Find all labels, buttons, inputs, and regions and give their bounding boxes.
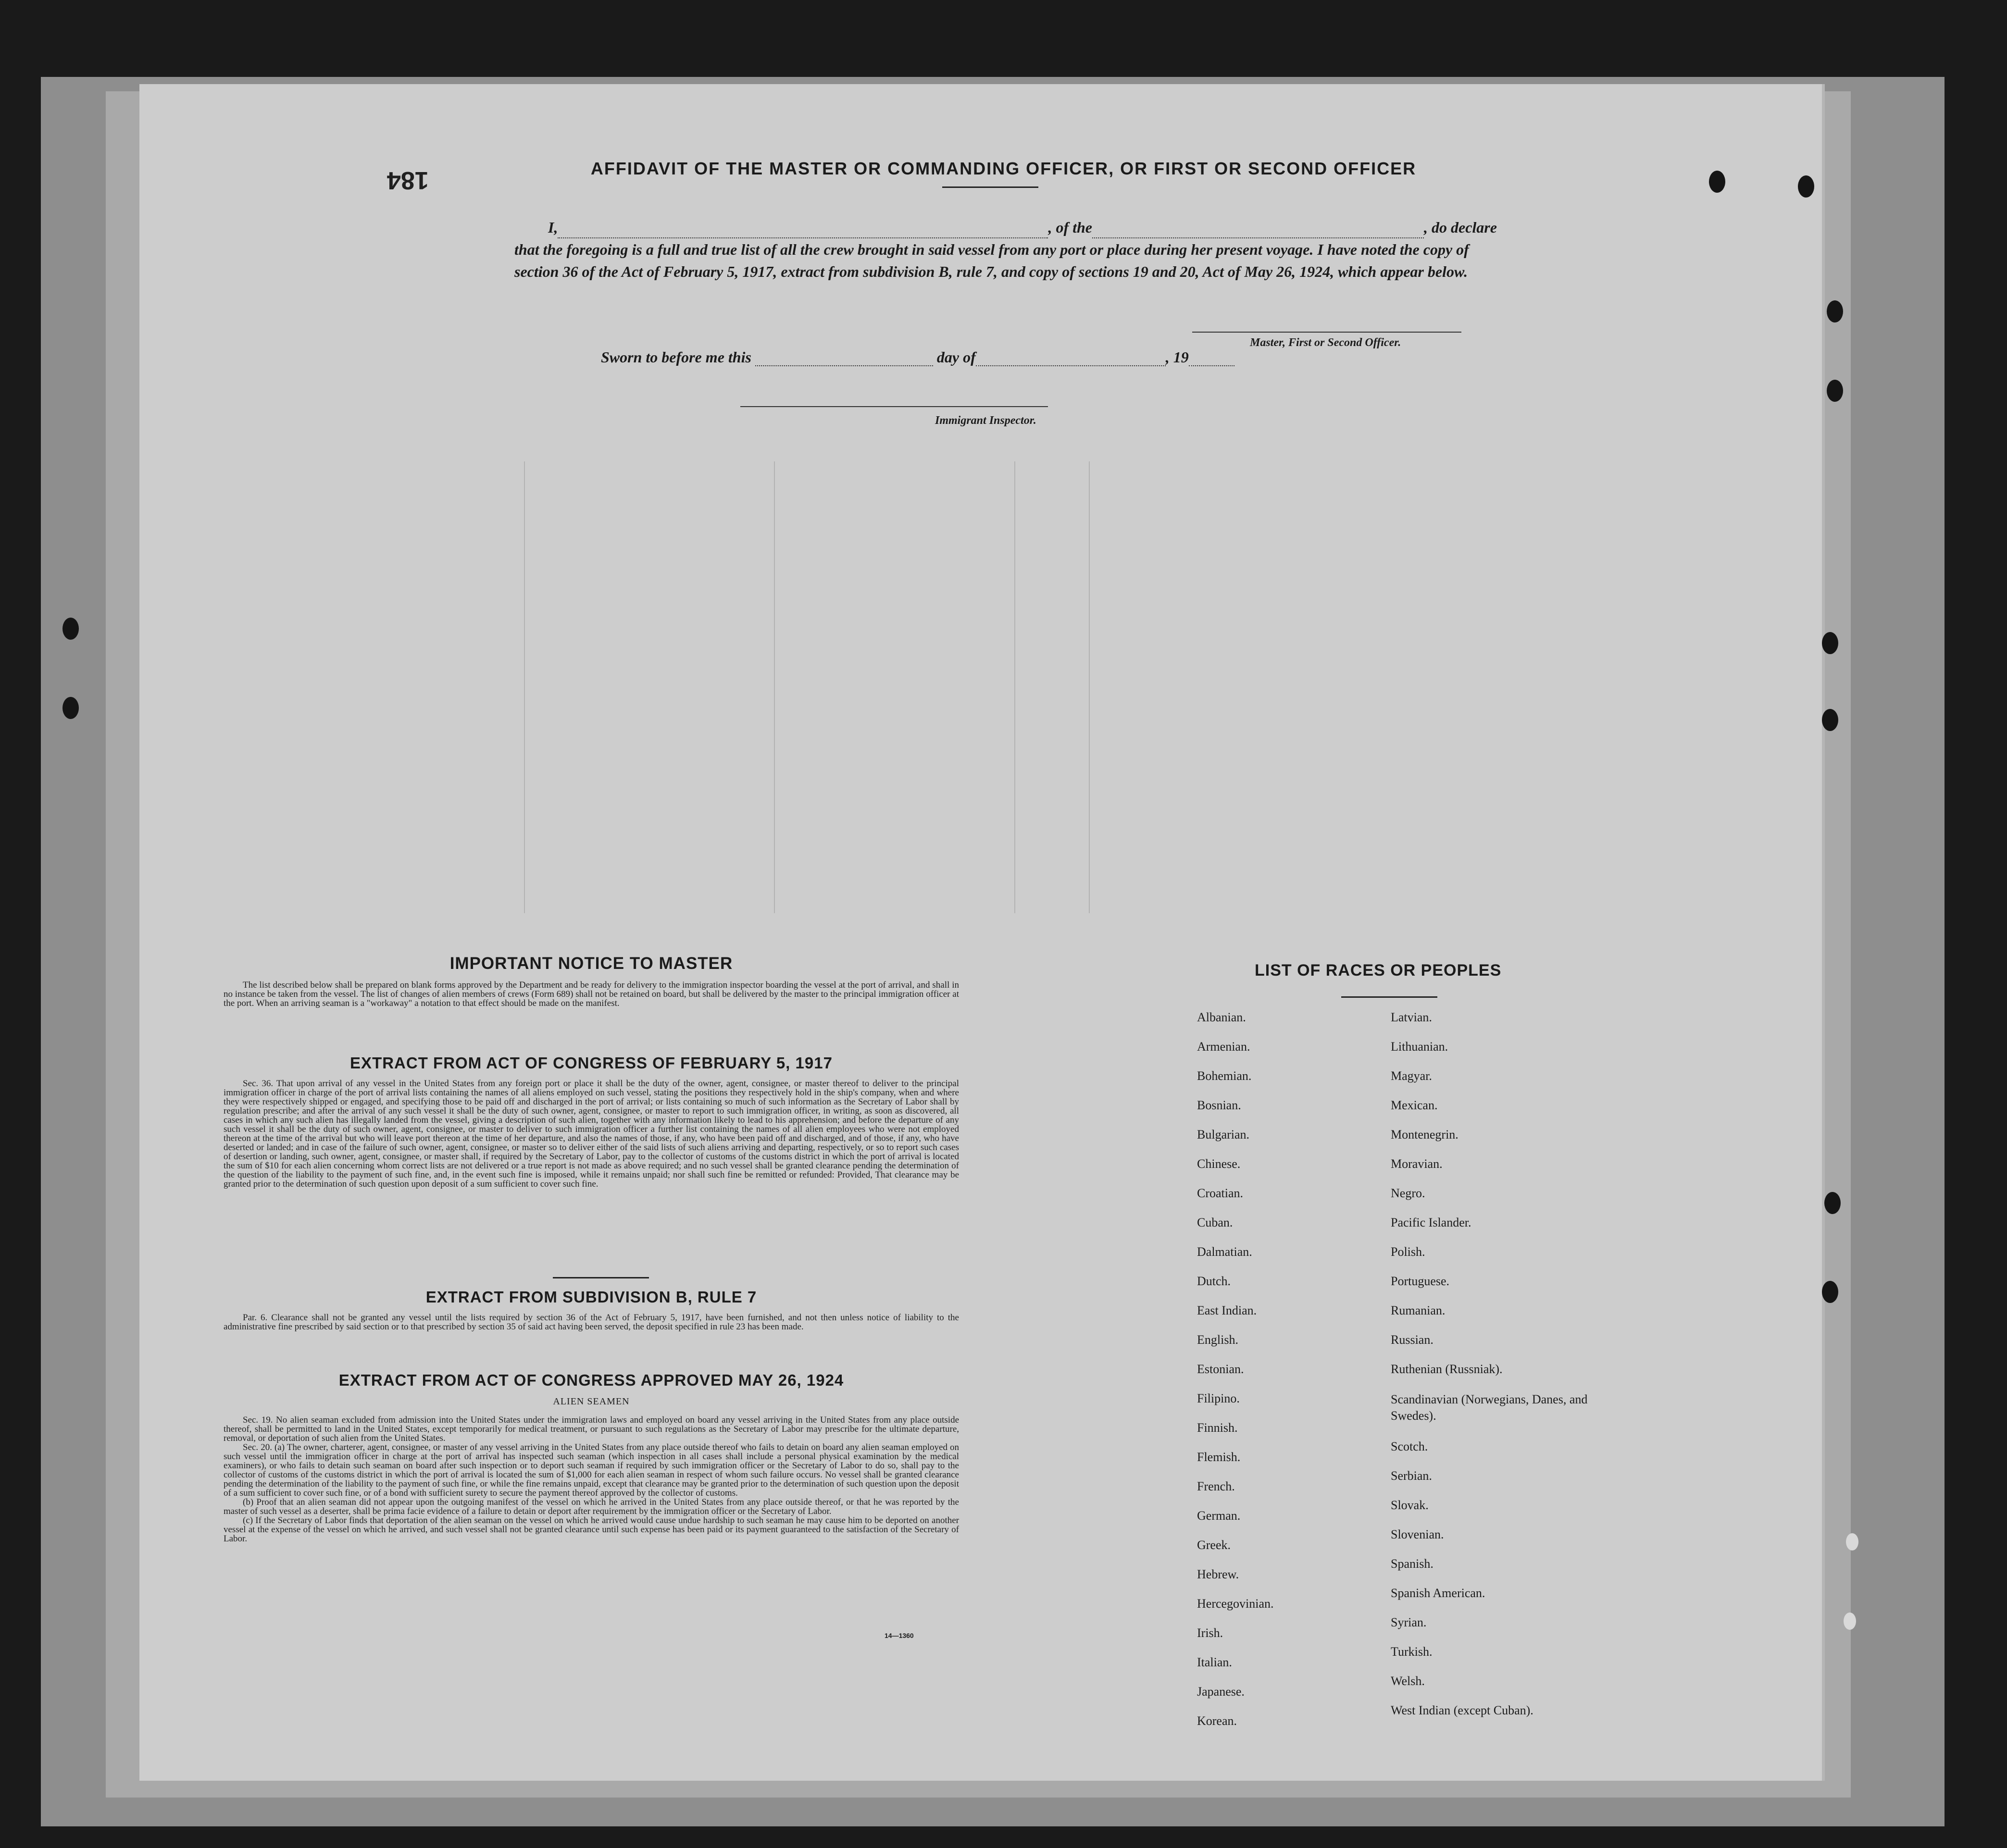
race-item: Montenegrin. bbox=[1391, 1128, 1459, 1141]
sworn-year-blank[interactable] bbox=[1189, 351, 1234, 366]
race-item: Albanian. bbox=[1197, 1010, 1246, 1024]
races-title-rule bbox=[1341, 996, 1437, 998]
race-item: English. bbox=[1197, 1333, 1238, 1347]
punch-hole bbox=[1822, 632, 1838, 654]
race-item: Japanese. bbox=[1197, 1685, 1245, 1699]
race-item: French. bbox=[1197, 1479, 1235, 1493]
punch-hole bbox=[1844, 1612, 1856, 1630]
affidavit-text bbox=[514, 216, 1505, 283]
races-left-column bbox=[1197, 1010, 1274, 1743]
inspector-signature-line[interactable] bbox=[740, 406, 1048, 407]
race-item: Estonian. bbox=[1197, 1362, 1244, 1376]
race-item: Korean. bbox=[1197, 1714, 1237, 1728]
punch-hole bbox=[62, 697, 79, 719]
affidavit-title: AFFIDAVIT OF THE MASTER OR COMMANDING OFFICER, OR FIRST OR SECOND OFFICER bbox=[590, 159, 1417, 178]
race-item: Armenian. bbox=[1197, 1040, 1250, 1054]
race-item: Greek. bbox=[1197, 1538, 1231, 1552]
race-item: Filipino. bbox=[1197, 1391, 1240, 1405]
race-item: West Indian (except Cuban). bbox=[1391, 1703, 1533, 1717]
race-item: Flemish. bbox=[1197, 1450, 1241, 1464]
race-item: Latvian. bbox=[1391, 1010, 1432, 1024]
race-item: Rumanian. bbox=[1391, 1303, 1446, 1317]
affidavit-declare: , do declare bbox=[1424, 219, 1497, 236]
punch-hole bbox=[1846, 1533, 1858, 1550]
race-item: Italian. bbox=[1197, 1655, 1232, 1669]
race-item: Slovenian. bbox=[1391, 1527, 1444, 1541]
race-item: Chinese. bbox=[1197, 1157, 1241, 1171]
race-item: Magyar. bbox=[1391, 1069, 1432, 1083]
sworn-line bbox=[601, 348, 1234, 366]
race-item: Slovak. bbox=[1391, 1498, 1429, 1512]
sworn-year-label: , 19 bbox=[1165, 348, 1189, 366]
race-item: Welsh. bbox=[1391, 1674, 1425, 1688]
race-item: Dutch. bbox=[1197, 1274, 1231, 1288]
race-item: Negro. bbox=[1391, 1186, 1425, 1200]
affidavit-i: I, bbox=[548, 219, 558, 236]
notice-title: IMPORTANT NOTICE TO MASTER bbox=[449, 954, 733, 973]
race-item: Portuguese. bbox=[1391, 1274, 1450, 1288]
race-item: Bosnian. bbox=[1197, 1098, 1241, 1112]
race-item: Croatian. bbox=[1197, 1186, 1244, 1200]
ghost-column-line bbox=[774, 461, 775, 913]
race-item: Scandinavian (Norwegians, Danes, and Swedes). bbox=[1391, 1392, 1588, 1423]
ghost-column-line bbox=[1014, 461, 1015, 913]
race-item: Russian. bbox=[1391, 1333, 1434, 1347]
race-item: Moravian. bbox=[1391, 1157, 1443, 1171]
race-item: Dalmatian. bbox=[1197, 1245, 1252, 1259]
race-item: Hebrew. bbox=[1197, 1567, 1239, 1581]
race-item: Mexican. bbox=[1391, 1098, 1438, 1112]
ghost-column-line bbox=[524, 461, 525, 913]
punch-hole bbox=[1822, 709, 1838, 731]
race-item: Bohemian. bbox=[1197, 1069, 1252, 1083]
affidavit-of-the: , of the bbox=[1048, 219, 1092, 236]
race-item: Finnish. bbox=[1197, 1421, 1238, 1435]
signature-label: Master, First or Second Officer. bbox=[1250, 336, 1401, 349]
extract-1917-title: EXTRACT FROM ACT OF CONGRESS OF FEBRUARY 5, 1917 bbox=[350, 1054, 833, 1072]
extract-rule7-title: EXTRACT FROM SUBDIVISION B, RULE 7 bbox=[425, 1288, 757, 1306]
affidavit-title-rule bbox=[942, 186, 1038, 188]
extract-1924-text: Sec. 19. No alien seaman excluded from admission into the United States under the immigration laws and employed on board any vessel arriving in the United States from any place outside thereof, shall be permitted to land in the United States, except temporarily for medical treatment, or pursuant to such regulations as the Secretary of Labor may prescribe for the ultimate departure, removal, or deportation of such alien from the United States. Sec. 20. (a) The owner, charterer, agent, consignee, or master of any vessel arriving in the United States from any place outside thereof who fails to detain on board any alien seaman employed on such vessel until the immigration officer in charge at the port of arrival has inspected such seaman (which inspection in all cases shall include a personal physical examination by the medical examiners), or who fails to detain such seaman on board after such inspection or to deport such seaman if required by such immigration officer or the Secretary of Labor to do so, shall pay to the collector of customs of the customs district in which the port of arrival is located the sum of $1,000 for each alien seaman in respect of whom such failure occurs. No vessel shall be granted clearance pending the determination of the liability to the payment of such fine, or while the fine remains unpaid, except that clearance may be granted prior to the determination of such question upon the deposit of a sum sufficient to cover such fine, or of a bond with sufficient surety to secure the payment thereof approved by the collector of customs. (b) Proof that an alien seaman did not appear upon the outgoing manifest of the vessel on which he arrived in the United States from any place outside thereof, or that he was reported by the master of such vessel as a deserter, shall be prima facie evidence of a failure to detain or deport after requirement by the immigration officer or the Secretary of Labor. (c) If the Secretary of Labor finds that deportation of the alien seaman on the vessel on which he arrived would cause undue hardship to such seaman he may cause him to be deported on another vessel at the expense of the vessel on which he arrived, and such vessel shall not be granted clearance until such expense has been paid or its payment guaranteed to the satisfaction of the Secretary of Labor. bbox=[224, 1415, 959, 1544]
punch-hole bbox=[1824, 1192, 1841, 1214]
sworn-day-label: day of bbox=[936, 348, 976, 366]
ghost-column-line bbox=[1089, 461, 1090, 913]
affidavit-body: that the foregoing is a full and true list of all the crew brought in said vessel from any port or place during her present voyage. I have noted the copy of section 36 of the Act of February 5, 1917, extract from subdivision B, rule 7, and copy of sections 19 and 20, Act of May 26, 1924, which appear below. bbox=[514, 241, 1469, 280]
extract-1924-title: EXTRACT FROM ACT OF CONGRESS APPROVED MAY 26, 1924 bbox=[338, 1371, 844, 1389]
extract-rule7-text: Par. 6. Clearance shall not be granted any vessel until the lists required by section 36 of the Act of February 5, 1917, have been furnished, and not then unless notice of liability to the administrative fine prescribed by said section or to that prescribed by section 35 of said act having been served, the deposit specified in rule 23 has been made. bbox=[224, 1313, 959, 1332]
race-item: Hercegovinian. bbox=[1197, 1597, 1274, 1611]
race-item: Turkish. bbox=[1391, 1645, 1433, 1659]
race-item: Spanish American. bbox=[1391, 1586, 1485, 1600]
races-title: LIST OF RACES OR PEOPLES bbox=[1255, 961, 1502, 980]
race-item: German. bbox=[1197, 1509, 1241, 1523]
race-item: Scotch. bbox=[1391, 1439, 1428, 1453]
punch-hole bbox=[1827, 300, 1843, 322]
races-right-column bbox=[1391, 1010, 1602, 1733]
punch-hole bbox=[62, 618, 79, 640]
race-item: Lithuanian. bbox=[1391, 1040, 1448, 1054]
notice-text: The list described below shall be prepared on blank forms approved by the Department and be ready for delivery to the immigration inspector boarding the vessel at the port of arrival, and shall in no instance be taken from the vessel. The list of changes of alien members of crews (Form 689) shall not be retained on board, but shall be delivered by the master to the principal immigration officer at the port. When an arriving seaman is a "workaway" a notation to that effect should be made on the manifest. bbox=[224, 980, 959, 1008]
section-rule bbox=[553, 1277, 649, 1278]
race-item: Cuban. bbox=[1197, 1215, 1233, 1229]
race-item: Pacific Islander. bbox=[1391, 1215, 1471, 1229]
extract-1924-subtitle: ALIEN SEAMEN bbox=[553, 1396, 630, 1407]
punch-hole bbox=[1822, 1281, 1838, 1303]
vessel-blank[interactable] bbox=[1092, 223, 1424, 238]
sworn-month-blank[interactable] bbox=[976, 351, 1166, 366]
race-item: Ruthenian (Russniak). bbox=[1391, 1362, 1503, 1376]
race-item: Spanish. bbox=[1391, 1557, 1434, 1571]
race-item: Serbian. bbox=[1391, 1469, 1432, 1483]
form-number: 14—1360 bbox=[885, 1632, 914, 1639]
race-item: Polish. bbox=[1391, 1245, 1425, 1259]
race-item: East Indian. bbox=[1197, 1303, 1257, 1317]
sworn-prefix: Sworn to before me this bbox=[601, 348, 751, 366]
sworn-day-blank[interactable] bbox=[755, 351, 933, 366]
punch-hole bbox=[1827, 380, 1843, 402]
page-number: 184 bbox=[387, 166, 429, 194]
race-item: Syrian. bbox=[1391, 1615, 1427, 1629]
race-item: Bulgarian. bbox=[1197, 1128, 1250, 1141]
extract-1917-text: Sec. 36. That upon arrival of any vessel in the United States from any foreign port or place it shall be the duty of the owner, agent, consignee, or master thereof to deliver to the principal immigration officer in charge of the port of arrival lists containing the names of all aliens employed on such vessel, stating the positions they respectively hold in the ship's company, when and where they were respectively shipped or engaged, and specifying those to be paid off and discharged in the port of arrival; or lists containing so much of such information as the Secretary of Labor shall by regulation prescribe; and after the arrival of any such vessel it shall be the duty of such owner, agent, consignee, or master to report to such immigration officer, in writing, as soon as discovered, all cases in which any such alien has illegally landed from the vessel, giving a description of such alien, together with any information likely to lead to his apprehension; and before the departure of any such vessel it shall be the duty of such owner, agent, consignee, or master to deliver to such immigration officer a further list containing the names of all alien employees who were not employed thereon at the time of the arrival but who will leave port thereon at the time of her departure, and also the names of those, if any, who have been paid off and discharged, and of those, if any, who have deserted or landed; and in case of the failure of such owner, agent, consignee, or master so to deliver either of the said lists of such aliens arriving and departing, respectively, or so to report such cases of desertion or landing, such owner, agent, consignee, or master shall, if required by the Secretary of Labor, pay to the collector of customs of the customs district in which the port of arrival is located the sum of $10 for each alien concerning whom correct lists are not delivered or a true report is not made as above required; and no such vessel shall be granted clearance pending the determination of the question of the liability to the payment of such fine, and, in the event such fine is imposed, while it remains unpaid; nor shall such fine be remitted or refunded: Provided, That clearance may be granted prior to the determination of such question upon deposit of a sum sufficient to cover such fine. bbox=[224, 1079, 959, 1189]
race-item: Irish. bbox=[1197, 1626, 1223, 1640]
inspector-label: Immigrant Inspector. bbox=[935, 414, 1036, 427]
name-blank[interactable] bbox=[558, 223, 1048, 238]
signature-line[interactable] bbox=[1192, 332, 1461, 333]
